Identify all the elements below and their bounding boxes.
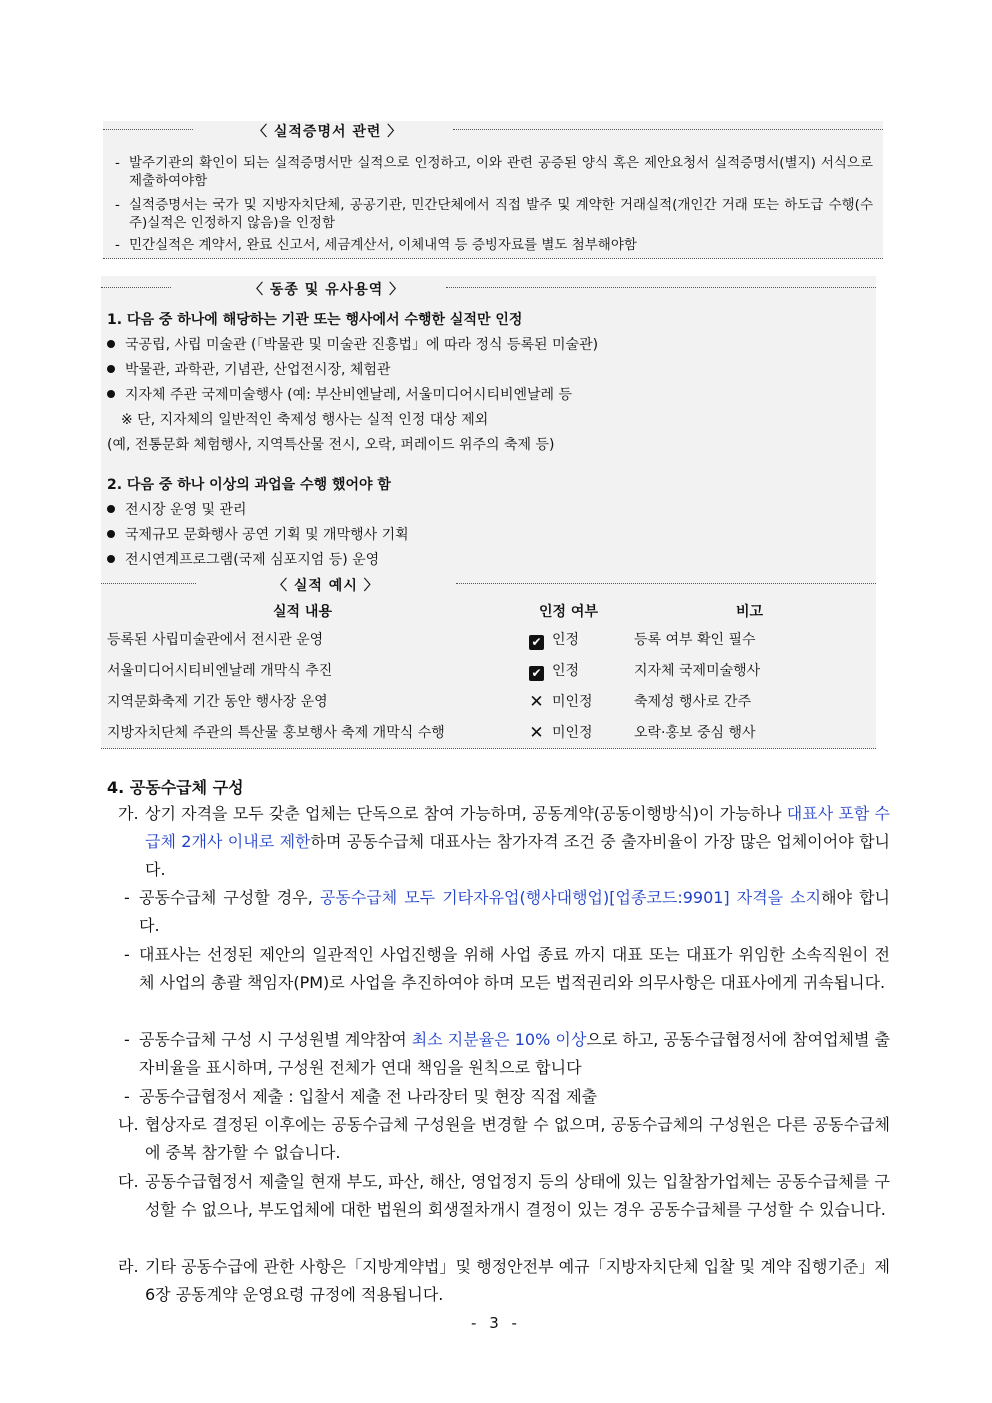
perf-cert-box: 〈 실적증명서 관련 〉 - 발주기관의 확인이 되는 실적증명서만 실적으로 인정하고, 이와 관련 공증된 양식 혹은 제안요청서 실적증명서(별지) 서식으로 제출하여야함 - 실적증명서는 국가 및 지방자치단체, 공공기관, 민간단체에서 직접 발주 및 계약한 거래실적(개인간 거래 또는 하도급 수행(수주)실적은 인정하지 않음)을 인정함 - 민간실적은 계약서, 완료 신고서, 세금계산서, 이체내역 등 증빙자료를 별도 첨부해야함 (103, 121, 883, 259)
table-row-note: 오락·홍보 중심 행사 (634, 725, 756, 741)
highlighted-text: 대표사 포함 수급체 2개사 이내로 제한 (145, 804, 890, 851)
dash-item: - 공동수급체 구성할 경우, 공동수급체 모두 기타자유업(행사대행업)[업종코드:9901] 자격을 소지해야 합니다. (124, 888, 891, 935)
exception-examples: (예, 전통문화 체험행사, 지역특산물 전시, 오락, 퍼레이드 위주의 축제 등) (107, 437, 555, 453)
bullet-item: 국공립, 사립 미술관 (「박물관 및 미술관 진흥법」에 따라 정식 등록된 미술관) (107, 334, 598, 354)
examples-table (101, 601, 876, 749)
bullet-item: 전시장 운영 및 관리 (107, 499, 247, 519)
table-row-content: 지방자치단체 주관의 특산물 홍보행사 축제 개막식 수행 (107, 725, 445, 741)
criteria-heading-2: 2. 다음 중 하나 이상의 과업을 수행 했어야 함 (107, 477, 391, 493)
bullet-item: 국제규모 문화행사 공연 기획 및 개막행사 기획 (107, 524, 409, 544)
bullet-item: 전시연계프로그램(국제 심포지엄 등) 운영 (107, 549, 379, 569)
similar-title: 〈 동종 및 유사용역 〉 (249, 282, 405, 298)
table-row-status: ✕ 미인정 (529, 692, 593, 712)
bullet-item: 박물관, 과학관, 기념관, 산업전시장, 체험관 (107, 359, 391, 379)
dash-item: - 공동수급체 구성 시 구성원별 계약참여 최소 지분율은 10% 이상으로 하고, 공동수급협정서에 참여업체별 출자비율을 표시하며, 구성원 전체가 연대 책임을 원칙으로 합니다 (124, 1030, 891, 1077)
bullet-icon (107, 530, 115, 538)
bullet-icon (107, 390, 115, 398)
col-header-content: 실적 내용 (273, 604, 332, 620)
col-header-status: 인정 여부 (539, 604, 598, 620)
col-header-note: 비고 (736, 604, 764, 620)
table-row-status: ✔ 인정 (529, 629, 579, 650)
table-row-content: 등록된 사립미술관에서 전시관 운영 (107, 632, 324, 648)
table-row-note: 등록 여부 확인 필수 (634, 632, 756, 648)
table-row-content: 서울미디어시티비엔날레 개막식 추진 (107, 663, 333, 679)
criteria-heading-1: 1. 다음 중 하나에 해당하는 기관 또는 행사에서 수행한 실적만 인정 (107, 312, 523, 328)
paragraph-ra: 라. 기타 공동수급에 관한 사항은「지방계약법」및 행정안전부 예규「지방자치단체 입찰 및 계약 집행기준」제6장 공동계약 운영요령 규정에 적용됩니다. (118, 1257, 890, 1304)
examples-title: 〈 실적 예시 〉 (273, 578, 379, 594)
perf-cert-title: 〈 실적증명서 관련 〉 (253, 124, 403, 140)
table-row-note: 지자체 국제미술행사 (634, 663, 761, 679)
table-row-content: 지역문화축제 기간 동안 행사장 운영 (107, 694, 328, 710)
bullet-icon (107, 340, 115, 348)
table-row-status: ✕ 미인정 (529, 723, 593, 743)
similar-box (101, 276, 876, 749)
paragraph-ga: 가. 상기 자격을 모두 갖춘 업체는 단독으로 참여 가능하며, 공동계약(공동이행방식)이 가능하나 대표사 포함 수급체 2개사 이내로 제한하며 공동수급체 대표사는 참가자격 조건 중 출자비율이 가장 많은 업체이어야 합니다. (118, 804, 890, 879)
table-row-note: 축제성 행사로 간주 (634, 694, 752, 710)
table-row-status: ✔ 인정 (529, 660, 579, 681)
bullet-icon (107, 555, 115, 563)
bullet-icon (107, 505, 115, 513)
highlighted-text: 공동수급체 모두 기타자유업(행사대행업)[업종코드:9901] 자격을 소지 (319, 888, 822, 907)
dash-item: - 대표사는 선정된 제안의 일관적인 사업진행을 위해 사업 종료 까지 대표 또는 대표가 위임한 소속직원이 전체 사업의 총괄 책임자(PM)로 사업을 추진하여야 하며 모든 법적권리와 의무사항은 대표사에게 귀속됩니다. (124, 945, 890, 992)
paragraph-da: 다. 공동수급협정서 제출일 현재 부도, 파산, 해산, 영업정지 등의 상태에 있는 입찰참가업체는 공동수급체를 구성할 수 없으나, 부도업체에 대한 법원의 회생절차개시 결정이 있는 경우 공동수급체를 구성할 수 있습니다. (118, 1172, 890, 1219)
highlighted-text: 최소 지분율은 10% 이상 (411, 1030, 587, 1049)
cross-icon: ✕ (529, 692, 544, 712)
bullet-icon (107, 365, 115, 373)
cross-icon: ✕ (529, 723, 544, 743)
section-heading: 4. 공동수급체 구성 (107, 778, 244, 797)
page-number: - 3 - (471, 1314, 521, 1332)
exception-note: ※ 단, 지자체의 일반적인 축제성 행사는 실적 인정 대상 제외 (121, 412, 489, 428)
checkbox-checked-icon: ✔ (529, 635, 544, 650)
bullet-item: 지자체 주관 국제미술행사 (예: 부산비엔날레, 서울미디어시티비엔날레 등 (107, 384, 572, 404)
dash-item: - 공동수급협정서 제출 : 입찰서 제출 전 나라장터 및 현장 직접 제출 (124, 1087, 598, 1106)
paragraph-na: 나. 협상자로 결정된 이후에는 공동수급체 구성원을 변경할 수 없으며, 공동수급체의 구성원은 다른 공동수급체에 중복 참가할 수 없습니다. (118, 1115, 890, 1162)
checkbox-checked-icon: ✔ (529, 666, 544, 681)
